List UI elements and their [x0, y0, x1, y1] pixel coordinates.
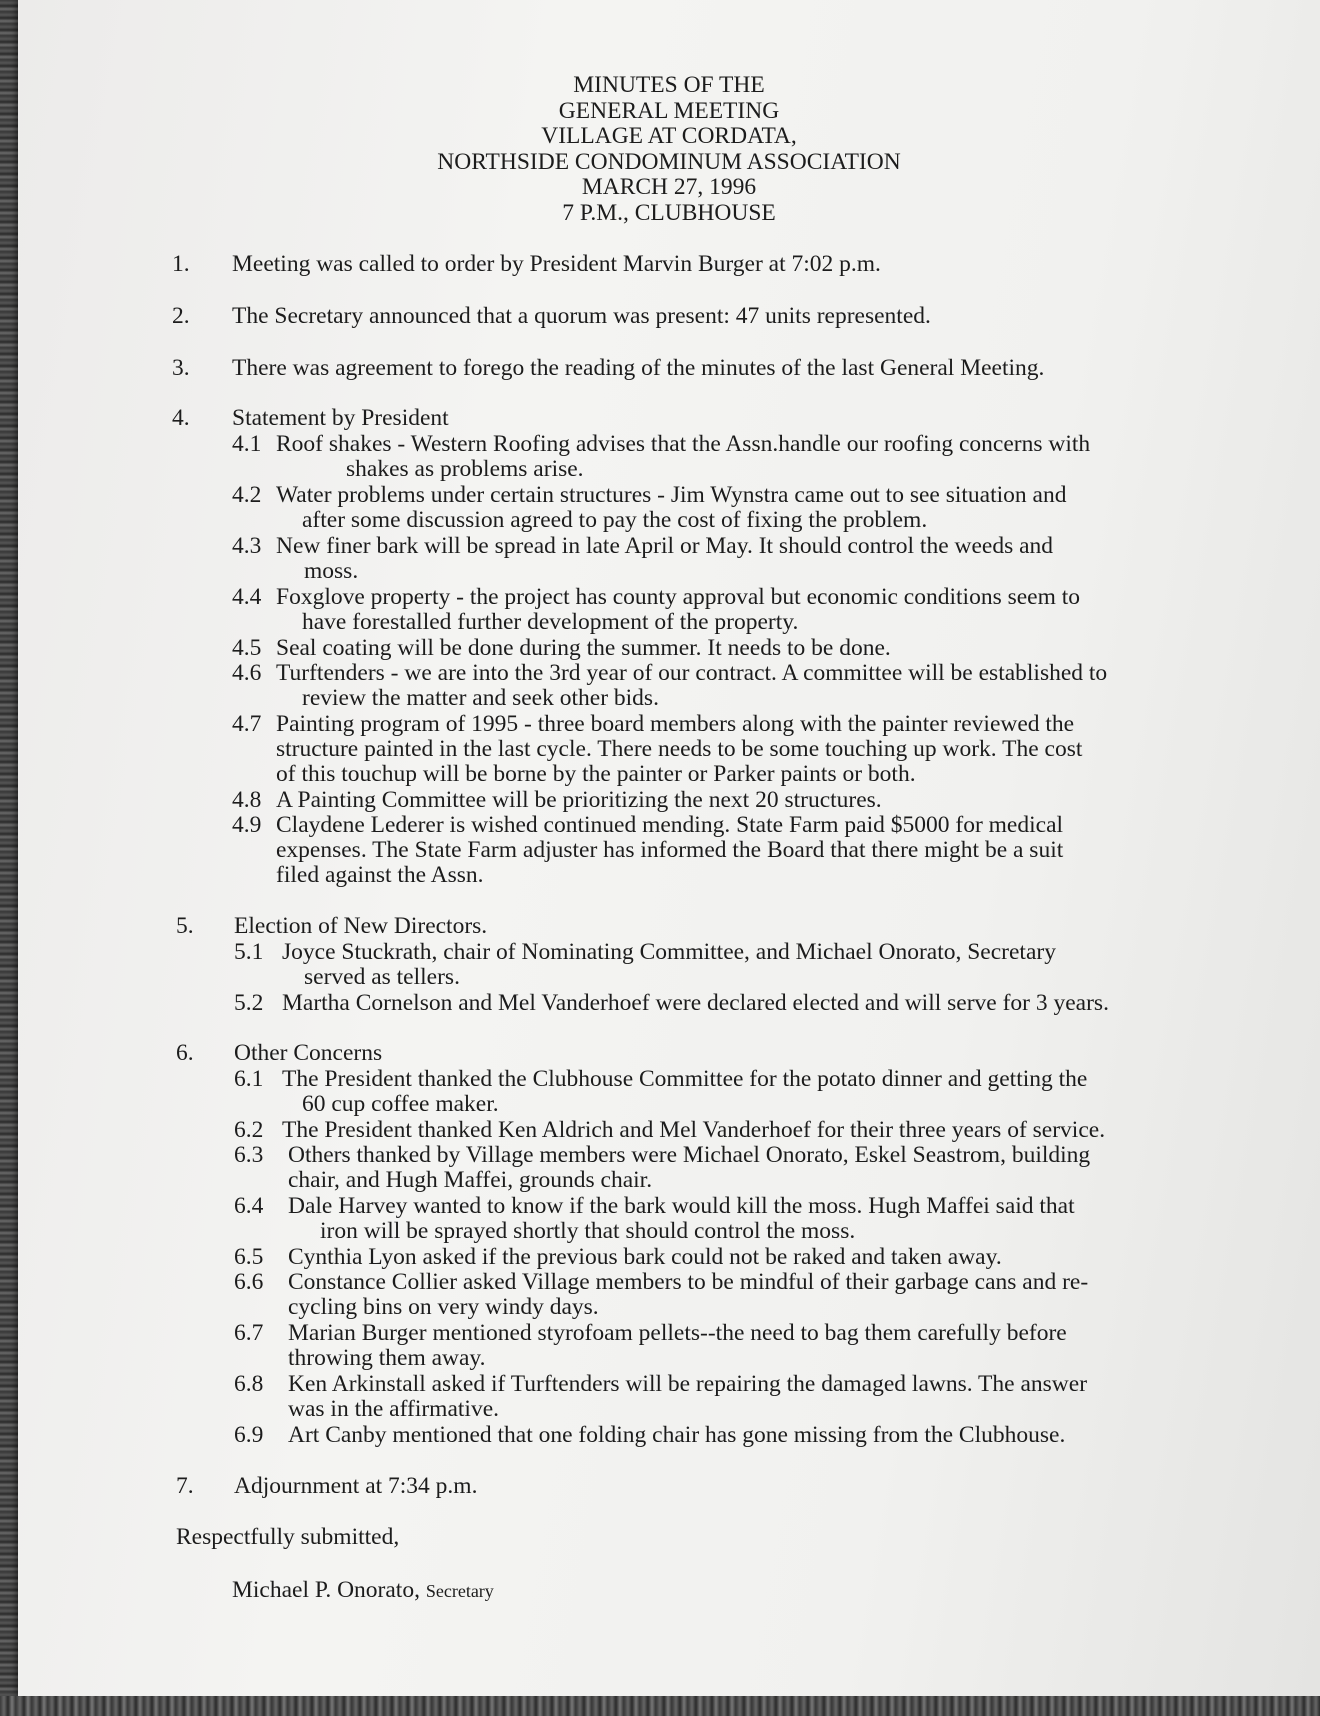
- sub-item-number: 4.2: [232, 482, 262, 508]
- header-line-1: MINUTES OF THE: [573, 72, 765, 98]
- signer-name: Michael P. Onorato,: [232, 1577, 420, 1603]
- header-line-4: NORTHSIDE CONDOMINUM ASSOCIATION: [437, 148, 901, 175]
- sub-item-text: Water problems under certain structures - Jim Wynstra came out to see situation and: [276, 482, 1067, 508]
- sub-item-number: 6.2: [234, 1117, 264, 1143]
- sub-item-number: 6.5: [234, 1244, 264, 1270]
- sub-item-number: 6.4: [234, 1193, 264, 1219]
- sub-item-text-cont: review the matter and seek other bids.: [302, 685, 659, 711]
- sub-item-text: New finer bark will be spread in late April or May. It should control the weeds and: [276, 533, 1054, 559]
- sub-item-number: 4.6: [232, 660, 262, 686]
- sub-item-text-cont: structure painted in the last cycle. There needs to be some touching up work. The cost: [276, 736, 1083, 762]
- sub-item-number: 6.8: [234, 1371, 264, 1397]
- sub-item-number: 6.6: [234, 1269, 264, 1295]
- sub-item-text: Painting program of 1995 - three board members along with the painter reviewed the: [276, 711, 1075, 737]
- sub-item-text-cont: expenses. The State Farm adjuster has informed the Board that there might be a suit: [276, 837, 1064, 863]
- header-line-5: MARCH 27, 1996: [581, 174, 757, 200]
- sub-item-number: 4.3: [232, 533, 262, 559]
- sub-item-text-cont: filed against the Assn.: [276, 862, 484, 888]
- sub-item-text: Ken Arkinstall asked if Turftenders will be repairing the damaged lawns. The answer: [288, 1371, 1088, 1397]
- sub-item-text-cont: served as tellers.: [304, 964, 460, 990]
- document-header: [18, 73, 1320, 226]
- sub-item-number: 4.1: [232, 431, 262, 457]
- document-page: [18, 0, 1320, 1698]
- minutes-document: [18, 0, 1320, 1698]
- header-line-3: VILLAGE AT CORDATA,: [541, 123, 797, 149]
- sub-item-text: Art Canby mentioned that one folding chair has gone missing from the Clubhouse.: [288, 1422, 1066, 1448]
- sub-item-text: Seal coating will be done during the summer. It needs to be done.: [276, 635, 891, 661]
- sub-item-text: A Painting Committee will be prioritizing the next 20 structures.: [276, 787, 882, 813]
- sub-item-number: 5.1: [234, 939, 264, 965]
- sub-item-text: Marian Burger mentioned styrofoam pellets--the need to bag them carefully before: [288, 1320, 1067, 1346]
- sub-item-number: 4.7: [232, 711, 262, 737]
- header-line-6: 7 P.M., CLUBHOUSE: [562, 199, 776, 226]
- sub-item-text: Turftenders - we are into the 3rd year of our contract. A committee will be established to: [276, 660, 1108, 686]
- sub-item-text-cont: of this touchup will be borne by the painter or Parker paints or both.: [276, 761, 916, 787]
- sub-item-number: 5.2: [234, 990, 264, 1016]
- sub-item-text: Cynthia Lyon asked if the previous bark could not be raked and taken away.: [288, 1244, 1002, 1270]
- sub-item-number: 4.8: [232, 787, 262, 813]
- header-line-2: GENERAL MEETING: [558, 97, 780, 124]
- sub-item-text: The President thanked Ken Aldrich and Mel Vanderhoef for their three years of service.: [282, 1117, 1106, 1143]
- sub-item-text-cont: chair, and Hugh Maffei, grounds chair.: [288, 1167, 653, 1193]
- sub-item-number: 6.3: [234, 1142, 264, 1168]
- sub-item-text: Claydene Lederer is wished continued mending. State Farm paid $5000 for medical: [276, 812, 1064, 838]
- item-number: 2.: [172, 303, 190, 329]
- sub-item-text-cont: iron will be sprayed shortly that should control the moss.: [320, 1218, 856, 1244]
- item-number: 3.: [172, 355, 190, 381]
- sub-item-text-cont: was in the affirmative.: [288, 1396, 499, 1422]
- sub-item-text: Martha Cornelson and Mel Vanderhoef were declared elected and will serve for 3 years.: [282, 990, 1109, 1016]
- sub-item-text: Dale Harvey wanted to know if the bark would kill the moss. Hugh Maffei said that: [288, 1193, 1075, 1219]
- item-text: Statement by President: [232, 405, 449, 431]
- closing-salutation: Respectfully submitted,: [176, 1524, 400, 1550]
- sub-item-text: Constance Collier asked Village members to be mindful of their garbage cans and re-: [288, 1269, 1089, 1295]
- sub-item-text: The President thanked the Clubhouse Committee for the potato dinner and getting the: [282, 1066, 1088, 1092]
- sub-item-number: 4.5: [232, 635, 262, 661]
- item-text: Election of New Directors.: [234, 913, 488, 939]
- item-text: Adjournment at 7:34 p.m.: [234, 1473, 478, 1499]
- signature-line: [232, 1578, 494, 1604]
- sub-item-text-cont: throwing them away.: [288, 1345, 486, 1371]
- sub-item-number: 6.1: [234, 1066, 264, 1092]
- sub-item-text-cont: moss.: [304, 558, 359, 584]
- sub-item-text: Roof shakes - Western Roofing advises that the Assn.handle our roofing concerns with: [276, 431, 1091, 457]
- sub-item-text-cont: cycling bins on very windy days.: [288, 1294, 599, 1320]
- item-number: 4.: [172, 405, 190, 431]
- sub-item-text-cont: have forestalled further development of the property.: [302, 609, 799, 635]
- item-number: 5.: [176, 913, 194, 939]
- sub-item-text-cont: after some discussion agreed to pay the cost of fixing the problem.: [302, 507, 928, 533]
- item-text: The Secretary announced that a quorum was present: 47 units represented.: [232, 303, 931, 329]
- sub-item-text-cont: 60 cup coffee maker.: [302, 1091, 499, 1117]
- sub-item-text-cont: shakes as problems arise.: [346, 456, 584, 482]
- sub-item-text: Others thanked by Village members were Michael Onorato, Eskel Seastrom, building: [288, 1142, 1091, 1168]
- binder-sleeve-edge-bottom: [0, 1696, 1320, 1716]
- sub-item-number: 4.9: [232, 812, 262, 838]
- sub-item-text: Joyce Stuckrath, chair of Nominating Committee, and Michael Onorato, Secretary: [282, 939, 1056, 965]
- sub-item-number: 6.7: [234, 1320, 264, 1346]
- sub-item-text: Foxglove property - the project has county approval but economic conditions seem to: [276, 584, 1081, 610]
- sub-item-number: 4.4: [232, 584, 262, 610]
- item-number: 7.: [176, 1473, 194, 1499]
- item-text: Other Concerns: [234, 1040, 383, 1066]
- signer-title: Secretary: [425, 1581, 494, 1601]
- item-number: 6.: [176, 1040, 194, 1066]
- item-number: 1.: [172, 251, 190, 277]
- item-text: There was agreement to forego the reading of the minutes of the last General Meeting.: [232, 355, 1045, 381]
- sub-item-number: 6.9: [234, 1422, 264, 1448]
- item-text: Meeting was called to order by President Marvin Burger at 7:02 p.m.: [232, 251, 881, 277]
